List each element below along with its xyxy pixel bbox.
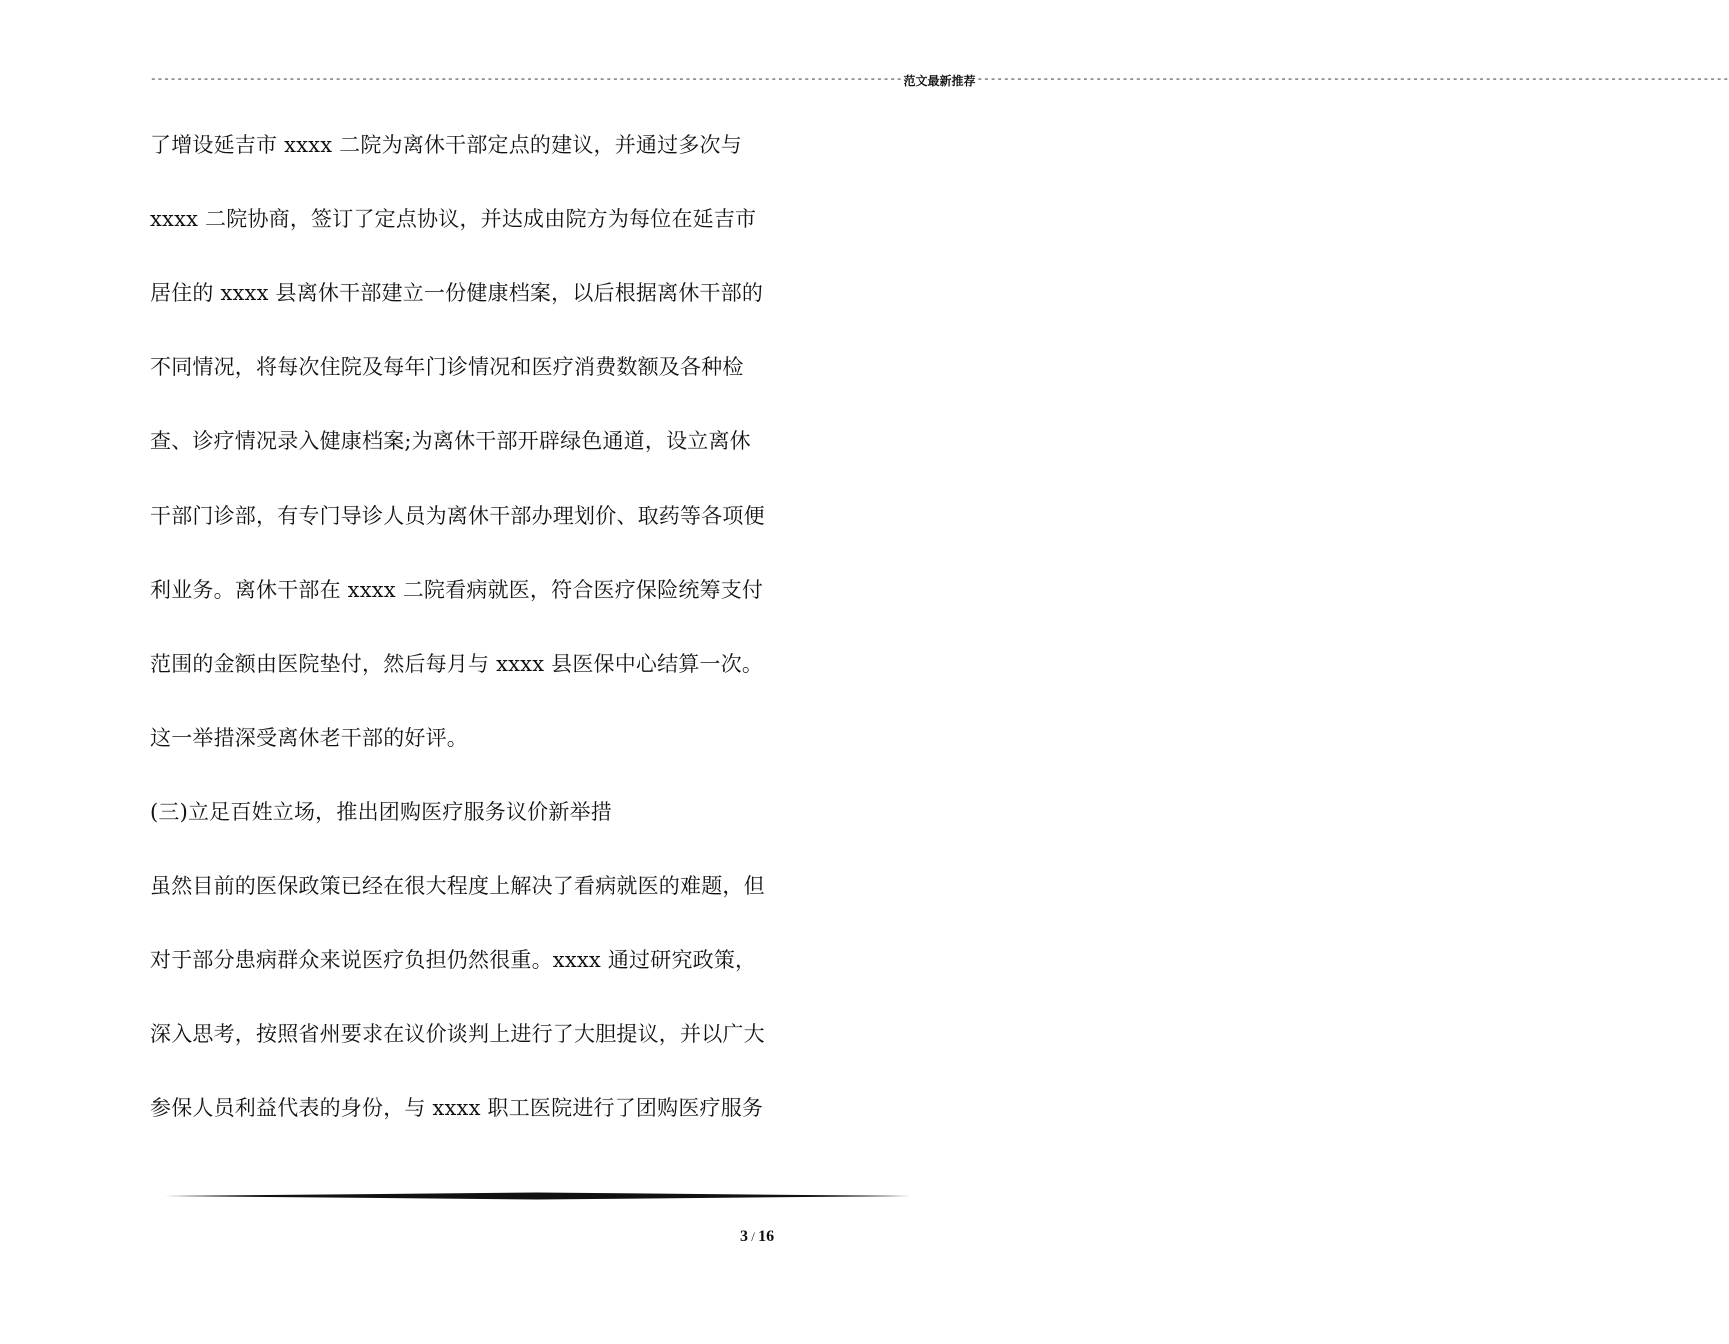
body-line: 查、诊疗情况录入健康档案;为离休干部开辟绿色通道，设立离休 (150, 429, 751, 453)
section-heading: (三)立足百姓立场，推出团购医疗服务议价新举措 (150, 800, 612, 824)
body-line: 虽然目前的医保政策已经在很大程度上解决了看病就医的难题，但 (150, 874, 765, 898)
body-line: 利业务。离休干部在 xxxx 二院看病就医，符合医疗保险统筹支付 (150, 578, 764, 602)
header-dashes-right: ------------------------------------------------------------------------------------------------------------------ (976, 74, 1729, 86)
body-line: 了增设延吉市 xxxx 二院为离休干部定点的建议，并通过多次与 (150, 133, 742, 157)
page-header (150, 70, 1729, 90)
footer-divider (165, 1192, 910, 1200)
header-dashes-left: ------------------------------------------------------------------------------------------------------------------ (150, 74, 903, 86)
page-separator: / (748, 1229, 759, 1244)
body-line: 不同情况，将每次住院及每年门诊情况和医疗消费数额及各种检 (150, 355, 744, 379)
page-current: 3 (740, 1228, 748, 1245)
header-title: 范文最新推荐 (903, 73, 976, 88)
body-line: 深入思考，按照省州要求在议价谈判上进行了大胆提议，并以广大 (150, 1022, 765, 1046)
page-number (740, 1228, 820, 1246)
body-line: 这一举措深受离休老干部的好评。 (150, 726, 468, 750)
body-line: 居住的 xxxx 县离休干部建立一份健康档案，以后根据离休干部的 (150, 281, 764, 305)
body-line: 参保人员利益代表的身份，与 xxxx 职工医院进行了团购医疗服务 (150, 1096, 764, 1120)
body-line: 范围的金额由医院垫付，然后每月与 xxxx 县医保中心结算一次。 (150, 652, 764, 676)
body-line: 对于部分患病群众来说医疗负担仍然很重。xxxx 通过研究政策， (150, 948, 757, 972)
body-line: xxxx 二院协商，签订了定点协议，并达成由院方为每位在延吉市 (150, 207, 757, 231)
page-total: 16 (758, 1228, 775, 1245)
body-line: 干部门诊部，有专门导诊人员为离休干部办理划价、取药等各项便 (150, 504, 765, 528)
